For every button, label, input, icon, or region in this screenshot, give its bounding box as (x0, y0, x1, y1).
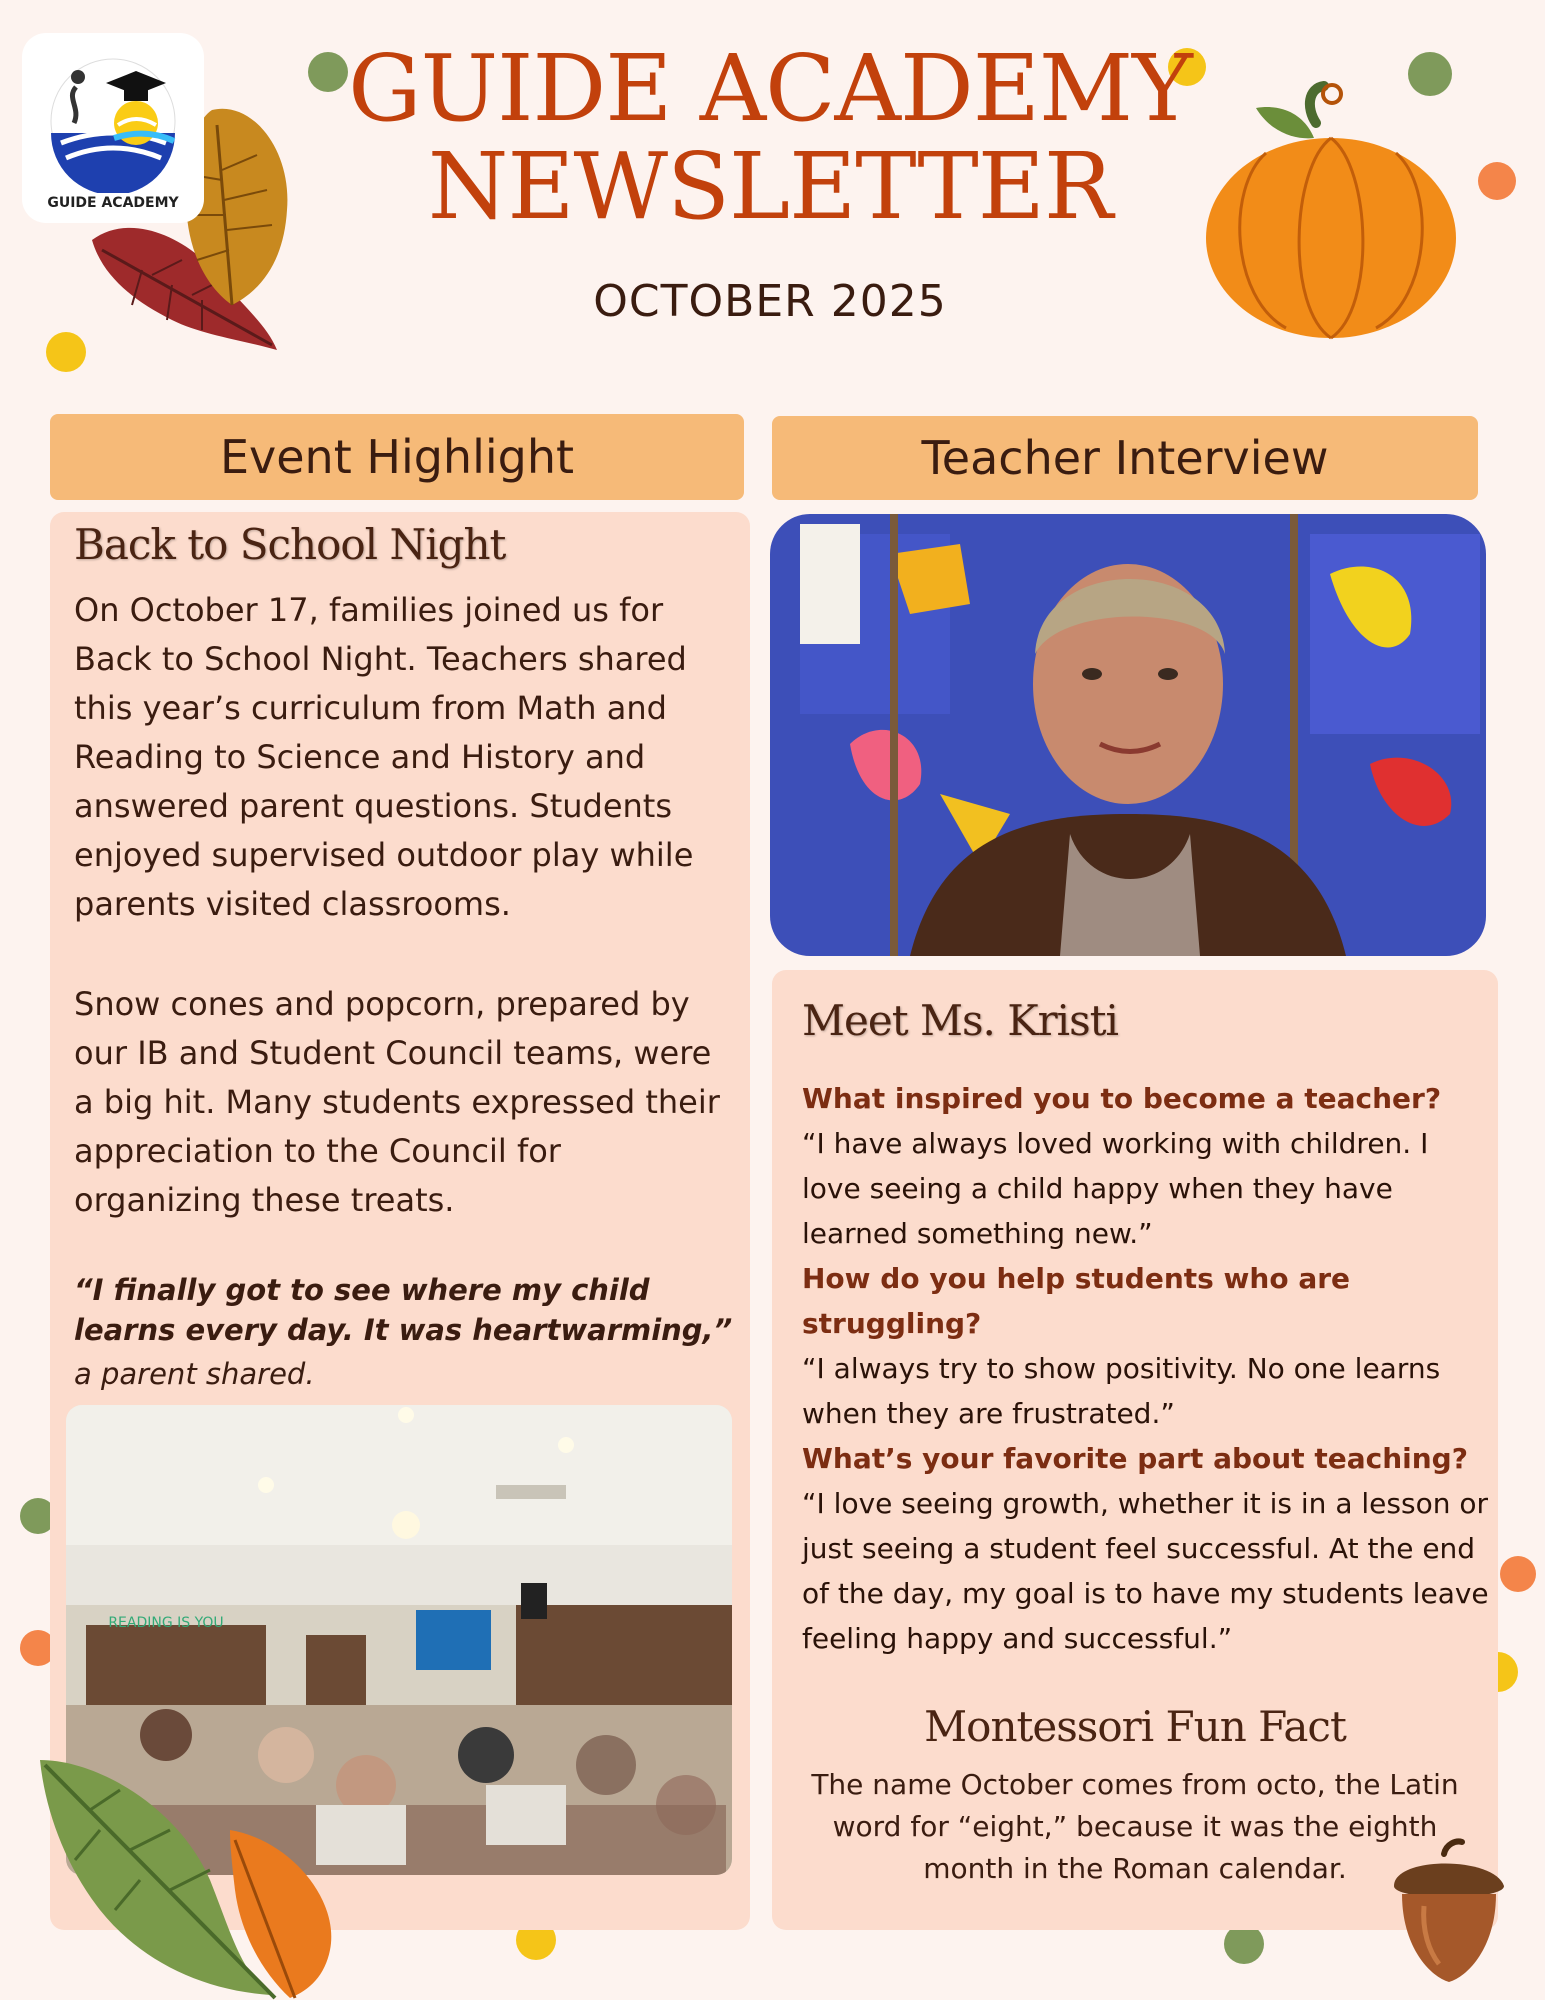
logo-icon (36, 43, 190, 193)
issue-date: OCTOBER 2025 (593, 276, 947, 327)
section-header-event: Event Highlight (50, 414, 744, 500)
fun-fact-title: Montessori Fun Fact (924, 1702, 1346, 1751)
decor-dot (1224, 1924, 1264, 1964)
acorn-illustration (1384, 1836, 1514, 1986)
banner-text: READING IS YOU (108, 1615, 224, 1631)
school-logo (22, 33, 204, 223)
answer: “I have always loved working with children. I love seeing a child happy when they have learned something new.” (802, 1127, 1429, 1250)
question: What inspired you to become a teacher? (802, 1082, 1442, 1115)
teacher-photo (770, 514, 1486, 956)
event-paragraph-1: On October 17, families joined us for Back to School Night. Teachers shared this year’s curriculum from Math and Reading to Science and History and answered parent questions. Students enjoyed supervised outdoor play while parents visited classrooms. (74, 591, 694, 923)
event-paragraph-2: Snow cones and popcorn, prepared by our IB and Student Council teams, were a big hit. Many students expressed their appreciation to the Council for organizing these treats. (74, 985, 720, 1219)
decor-dot (1500, 1556, 1536, 1592)
decor-dot (1478, 162, 1516, 200)
question: How do you help students who are struggling? (802, 1262, 1351, 1340)
title-line-1: GUIDE ACADEMY (348, 35, 1192, 142)
fun-fact-text: The name October comes from octo, the Latin word for “eight,” because it was the eighth month in the Roman calendar. (811, 1768, 1459, 1885)
logo-label: GUIDE ACADEMY (47, 195, 179, 211)
interview-panel (772, 970, 1498, 1930)
answer: “I love seeing growth, whether it is in a lesson or just seeing a student feel successful. At the end of the day, my goal is to have my students leave feeling happy and successful.” (802, 1487, 1489, 1655)
newsletter-title (300, 35, 1240, 240)
title-line-2: NEWSLETTER (427, 133, 1113, 240)
parent-quote: “I finally got to see where my child learns every day. It was heartwarming,” (74, 1273, 733, 1347)
question: What’s your favorite part about teaching? (802, 1442, 1468, 1475)
interview-title: Meet Ms. Kristi (802, 996, 1118, 1045)
section-header-interview: Teacher Interview (772, 416, 1478, 500)
answer: “I always try to show positivity. No one learns when they are frustrated.” (802, 1352, 1441, 1430)
pumpkin-illustration (1196, 78, 1466, 348)
quote-credit: a parent shared. (74, 1357, 315, 1391)
interview-qa (802, 1076, 1492, 1661)
autumn-leaves-bottom-illustration (30, 1750, 380, 2000)
event-title: Back to School Night (74, 520, 506, 569)
